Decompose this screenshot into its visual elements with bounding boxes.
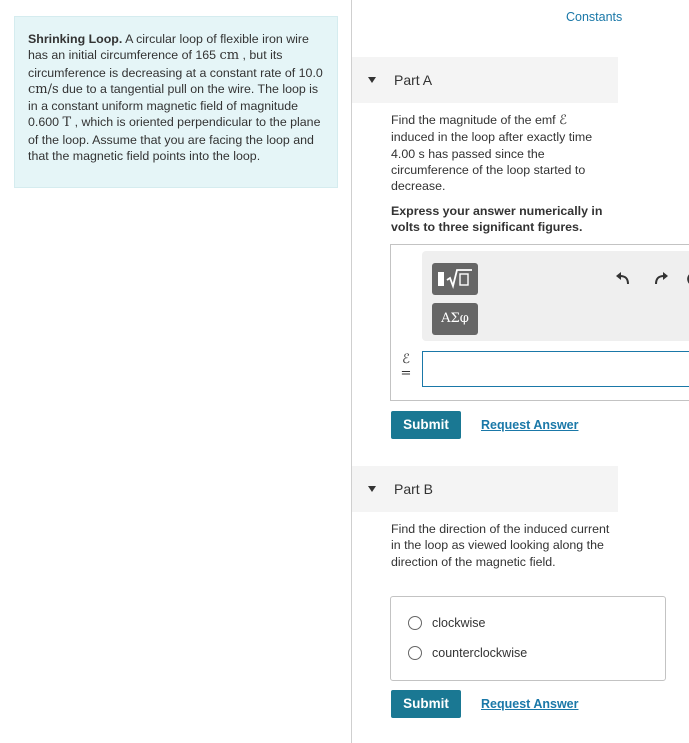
part-b-submit-button[interactable]: Submit <box>391 690 461 718</box>
part-b-label: Part B <box>394 481 433 497</box>
part-a-question-text-1: Find the magnitude of the emf <box>391 113 560 127</box>
part-a-request-answer-link[interactable]: Request Answer <box>481 418 579 432</box>
problem-text-1: A circular loop of flexible iron wire has an initial circumference of 165 <box>28 32 309 63</box>
constants-link[interactable]: Constants <box>566 10 623 24</box>
part-a-question-text-2: induced in the loop after exactly time 4.00 s has passed since the circumference of the loop started to decrease. <box>391 130 593 194</box>
part-a-header[interactable] <box>352 57 618 103</box>
problem-title: Shrinking Loop. <box>28 32 123 46</box>
choice-list <box>390 596 666 681</box>
answer-label <box>396 353 416 381</box>
math-toolbar <box>422 251 689 341</box>
part-a-question <box>391 112 613 194</box>
column-divider <box>351 0 352 743</box>
choice-label: counterclockwise <box>432 646 528 660</box>
unit-tesla: T <box>62 115 72 131</box>
part-a-label: Part A <box>394 72 433 88</box>
problem-text-3: due to a tangential pull on the wire. The loop is in a constant uniform magnetic field of magnitude 0.600 <box>28 81 319 130</box>
radio-button[interactable] <box>408 646 422 660</box>
greek-symbols-button[interactable]: ΑΣφ <box>432 303 478 335</box>
part-b-request-answer-link[interactable]: Request Answer <box>481 697 579 711</box>
redo-icon[interactable] <box>653 271 669 292</box>
problem-statement <box>14 16 338 188</box>
sqrt-template-icon[interactable] <box>432 263 478 295</box>
problem-text-4: , which is oriented perpendicular to the plane of the loop. Assume that you are facing the loop and that the magnetic field points into the loop. <box>28 115 321 164</box>
part-b-header[interactable] <box>352 466 618 512</box>
radio-button[interactable] <box>408 616 422 630</box>
unit-cm-per-s: cm/s <box>28 81 59 97</box>
undo-icon[interactable] <box>615 271 631 292</box>
part-a-submit-button[interactable]: Submit <box>391 411 461 439</box>
collapse-triangle-icon[interactable] <box>368 486 376 492</box>
part-b-question: Find the direction of the induced current in the loop as viewed looking along the direction of the magnetic field. <box>391 522 610 569</box>
choice-label: clockwise <box>432 616 486 630</box>
answer-input[interactable] <box>422 351 689 387</box>
unit-cm: cm <box>219 48 240 64</box>
part-a-instruction: Express your answer numerically in volts to three significant figures. <box>391 204 603 235</box>
answer-box <box>390 244 689 401</box>
answer-label-equals: = <box>400 366 412 381</box>
collapse-triangle-icon[interactable] <box>368 77 376 83</box>
emf-symbol: ℰ <box>559 113 567 128</box>
answer-label-emf: ℰ <box>402 352 410 367</box>
problem-text-2: , but its circumference is decreasing at a constant rate of 10.0 <box>28 48 323 80</box>
